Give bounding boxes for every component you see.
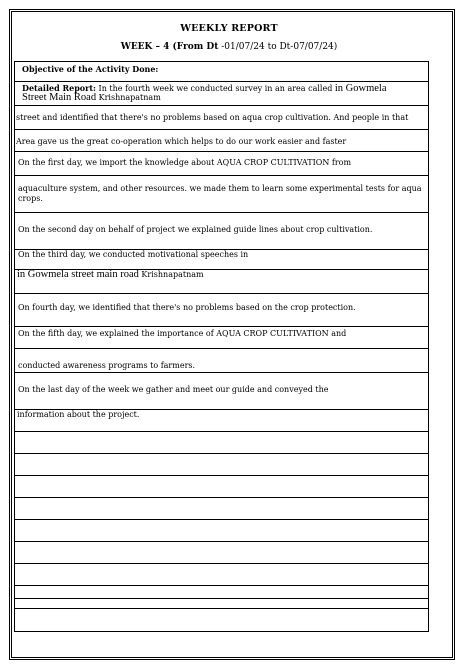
report-line-3 <box>15 106 428 130</box>
report-text: street and identified that there's no problems based on aqua crop cultivation. And people in that <box>16 113 409 122</box>
report-text: On the fifth day, we explained the importance of AQUA CROP CULTIVATION and <box>18 329 347 338</box>
report-line-8 <box>15 250 428 270</box>
detailed-line-2 <box>22 93 161 103</box>
week-label: WEEK – 4 (From Dt <box>120 42 219 52</box>
empty-row <box>15 454 428 476</box>
objective-label: Objective of the Activity Done: <box>22 64 159 74</box>
report-text: On fourth day, we identified that there's no problems based on the crop protection. <box>18 303 356 312</box>
report-line-12 <box>15 349 428 373</box>
report-line-9 <box>15 270 428 294</box>
detailed-row <box>15 82 428 106</box>
report-title: WEEKLY REPORT <box>180 23 278 34</box>
report-text: Area gave us the great co-operation which helps to do our work easier and faster <box>16 137 347 146</box>
report-line-14 <box>15 410 428 432</box>
detailed-text: In the fourth week we conducted survey in an area called <box>95 84 335 93</box>
empty-row <box>15 476 428 498</box>
empty-row <box>15 498 428 520</box>
third-day-place: in Gowmela street main road <box>17 270 139 280</box>
report-table <box>14 61 429 632</box>
report-text: conducted awareness programs to farmers. <box>18 361 196 370</box>
report-text: On the third day, we conducted motivational speeches in <box>18 250 249 259</box>
detailed-town: Krishnapatnam <box>96 93 161 102</box>
report-line-13 <box>15 373 428 410</box>
empty-row <box>15 432 428 454</box>
report-text: aquaculture system, and other resources. we made them to learn some experimental tests for aqua crops. <box>18 184 422 203</box>
objective-row <box>15 62 428 82</box>
report-line-6 <box>15 176 428 213</box>
report-text <box>17 270 204 280</box>
detailed-label: Detailed Report: <box>22 83 96 93</box>
report-line-10 <box>15 294 428 327</box>
report-text: On the first day, we import the knowledge about AQUA CROP CULTIVATION from <box>18 158 352 167</box>
empty-row <box>15 599 428 609</box>
detailed-place: in Gowmela <box>334 83 387 94</box>
empty-row <box>15 586 428 599</box>
empty-row <box>15 542 428 564</box>
empty-row <box>15 564 428 586</box>
detailed-street: Street Main Road <box>22 92 97 103</box>
report-line-5 <box>15 152 428 176</box>
report-text: On the second day on behalf of project we explained guide lines about crop cultivation. <box>18 225 373 234</box>
week-dates: -01/07/24 to Dt-07/07/24) <box>218 42 338 52</box>
report-line-11 <box>15 327 428 349</box>
empty-row <box>15 609 428 631</box>
empty-row <box>15 520 428 542</box>
report-text: On the last day of the week we gather and meet our guide and conveyed the <box>18 385 329 394</box>
report-line-7 <box>15 213 428 250</box>
report-text: information about the project. <box>17 410 140 419</box>
report-line-4 <box>15 130 428 152</box>
week-heading <box>0 42 458 52</box>
third-day-town: Krishnapatnam <box>138 270 204 279</box>
